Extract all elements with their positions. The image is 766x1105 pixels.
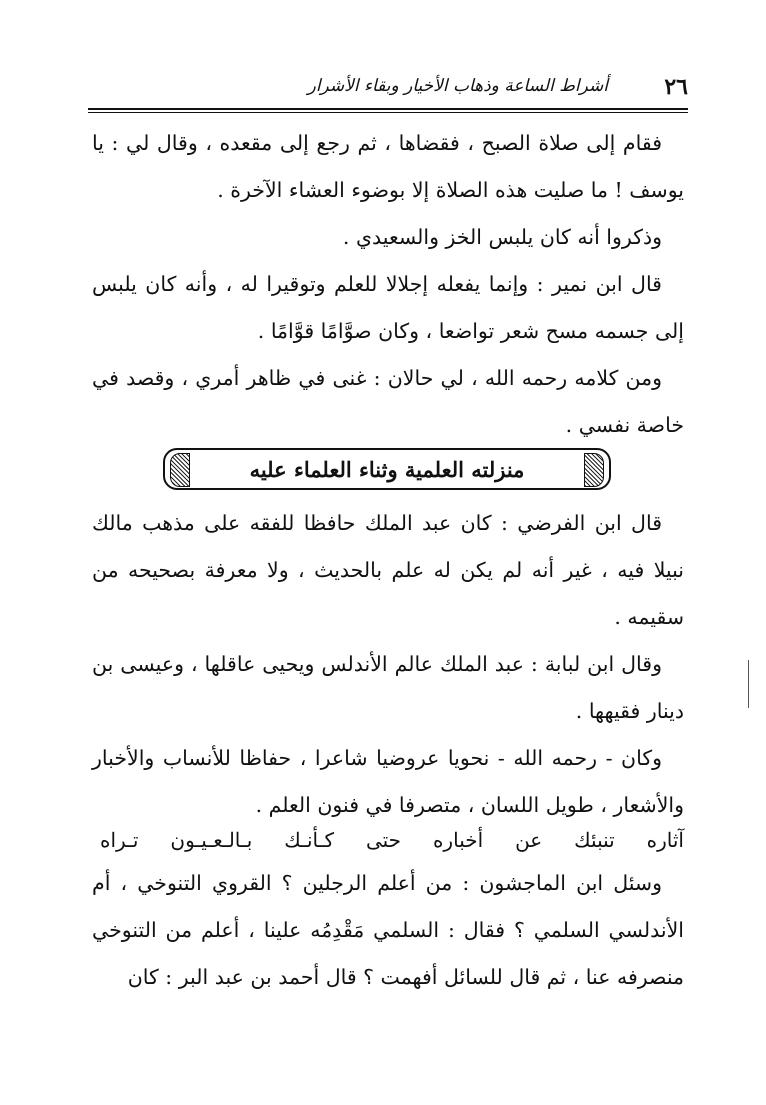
section-heading-frame (163, 448, 611, 490)
frame-ornament-left (170, 453, 190, 487)
paragraph: ومن كلامه رحمه الله ، لي حالان : غنى في ظاهر أمري ، وقصد في خاصة نفسي . (92, 366, 684, 437)
frame-ornament-right (584, 453, 604, 487)
page-number: ٢٦ (664, 74, 688, 100)
poem-verse: آثاره تنبئك عن أخباره حتى كـأنـك بـالـعـيـون تـراه (100, 828, 684, 852)
paragraph: وكان - رحمه الله - نحويا عروضيا شاعرا ، حفاظا للأنساب والأخبار والأشعار ، طويل اللسان ، متصرفا في فنون العلم . (92, 746, 684, 817)
header-rule-thin (88, 112, 688, 113)
body-text-middle (92, 500, 684, 829)
running-header-title: أشراط الساعة وذهاب الأخيار وبقاء الأشرار (307, 76, 608, 96)
paragraph: وذكروا أنه كان يلبس الخز والسعيدي . (342, 225, 662, 249)
section-heading: منزلته العلمية وثناء العلماء عليه (249, 457, 525, 482)
body-text-top (92, 120, 684, 449)
running-header (88, 70, 688, 110)
header-rule (88, 108, 688, 110)
body-text-bottom (92, 860, 684, 1001)
paragraph: فقام إلى صلاة الصبح ، فقضاها ، ثم رجع إلى مقعده ، وقال لي : يا يوسف ! ما صليت هذه الصلاة إلا بوضوء العشاء الآخرة . (92, 131, 684, 202)
paragraph: وقال ابن لبابة : عبد الملك عالم الأندلس ويحيى عاقلها ، وعيسى بن دينار فقيهها . (92, 652, 684, 723)
margin-mark (748, 660, 749, 708)
paragraph: قال ابن الفرضي : كان عبد الملك حافظا للفقه على مذهب مالك نبيلا فيه ، غير أنه لم يكن له علم بالحديث ، ولا معرفة بصحيحه من سقيمه . (92, 511, 684, 629)
paragraph: قال ابن نمير : وإنما يفعله إجلالا للعلم وتوقيرا له ، وأنه كان يلبس إلى جسمه مسح شعر تواضعا ، وكان صوَّامًا قوَّامًا . (92, 272, 684, 343)
paragraph: وسئل ابن الماجشون : من أعلم الرجلين ؟ القروي التنوخي ، أم الأندلسي السلمي ؟ فقال : السلمي مَقْدِمُه علينا ، أعلم من التنوخي منصرفه عنا ، ثم قال للسائل أفهمت ؟ قال أحمد بن عبد البر : كان (92, 871, 684, 989)
